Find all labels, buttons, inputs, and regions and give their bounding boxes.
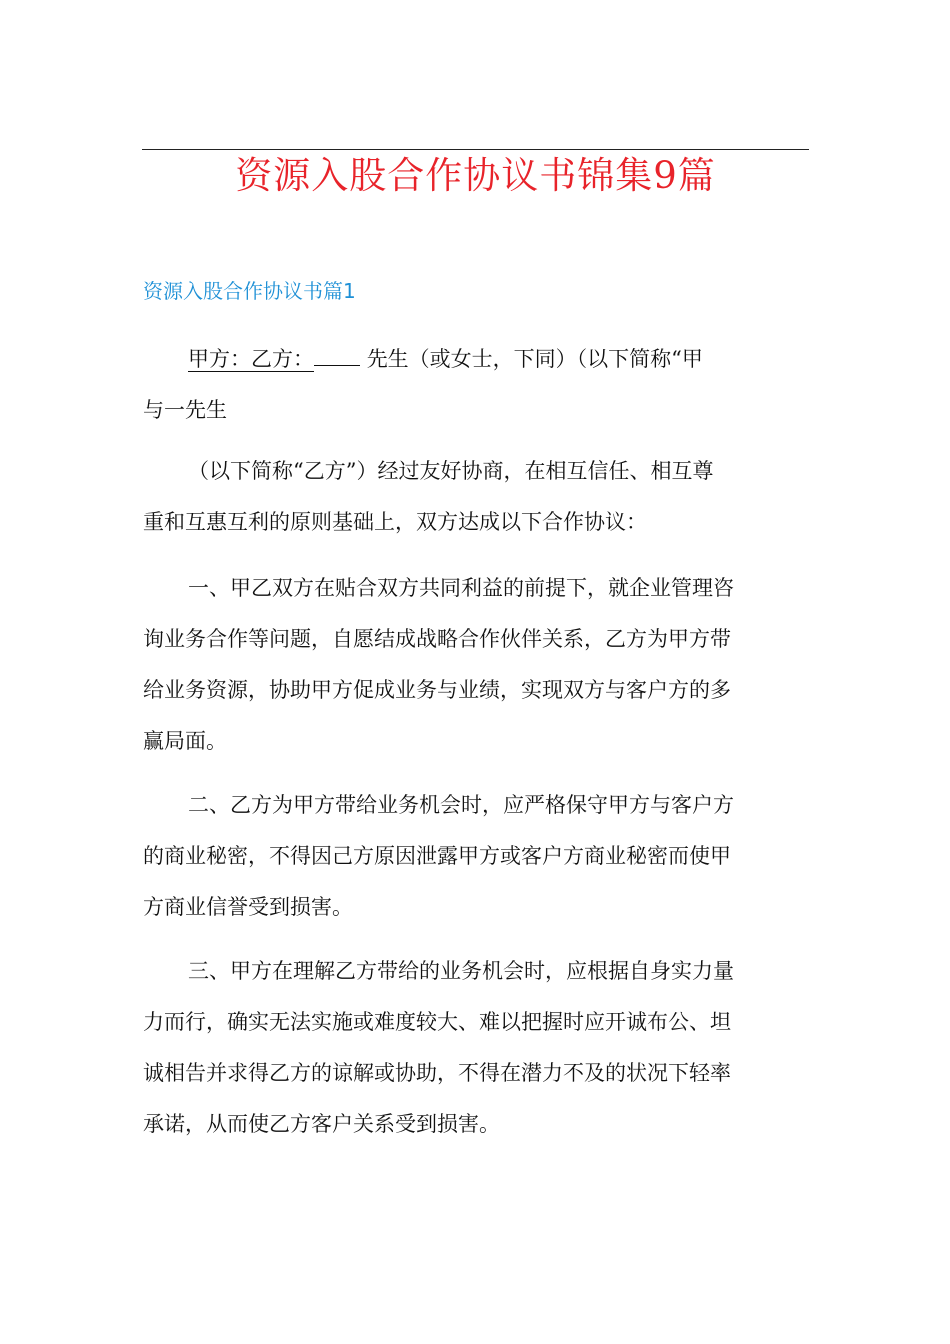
party-line-text: 先生（或女士，下同）（以下简称“甲: [366, 347, 703, 371]
clause-line: 给业务资源，协助甲方促成业务与业绩，实现双方与客户方的多: [143, 678, 731, 702]
intro-line: 重和互惠互利的原则基础上，双方达成以下合作协议：: [143, 510, 647, 534]
clause-1-paragraph: [143, 563, 809, 767]
clause-line: 的商业秘密，不得因己方原因泄露甲方或客户方商业秘密而使甲: [143, 844, 731, 868]
clause-line: 力而行，确实无法实施或难度较大、难以把握时应开诚布公、坦: [143, 1010, 731, 1034]
clause-line: 三、甲方在理解乙方带给的业务机会时，应根据自身实力量: [188, 959, 734, 983]
clause-line: 二、乙方为甲方带给业务机会时，应严格保守甲方与客户方: [188, 793, 734, 817]
intro-paragraph: [143, 446, 809, 548]
party-paragraph: [143, 334, 809, 436]
document-title: 资源入股合作协议书锦集9篇: [235, 154, 716, 197]
clause-line: 一、甲乙双方在贴合双方共同利益的前提下，就企业管理咨: [188, 576, 734, 600]
clause-line: 询业务合作等问题，自愿结成战略合作伙伴关系，乙方为甲方带: [143, 627, 731, 651]
clause-line: 诚相告并求得乙方的谅解或协助，不得在潜力不及的状况下轻率: [143, 1061, 731, 1085]
section-heading: 资源入股合作协议书篇1: [143, 279, 356, 303]
blank-field: [314, 343, 360, 366]
party-line-1: [143, 334, 809, 385]
intro-line: （以下简称“乙方”）经过友好协商，在相互信任、相互尊: [188, 459, 714, 483]
clause-line: 赢局面。: [143, 729, 227, 753]
clause-line: 承诺，从而使乙方客户关系受到损害。: [143, 1112, 500, 1136]
party-line-2: 与一先生: [143, 398, 227, 422]
clause-3-paragraph: [143, 946, 809, 1150]
clause-line: 方商业信誉受到损害。: [143, 895, 353, 919]
clause-2-paragraph: [143, 780, 809, 933]
party-label-underlined: 甲方：乙方：: [188, 347, 314, 371]
